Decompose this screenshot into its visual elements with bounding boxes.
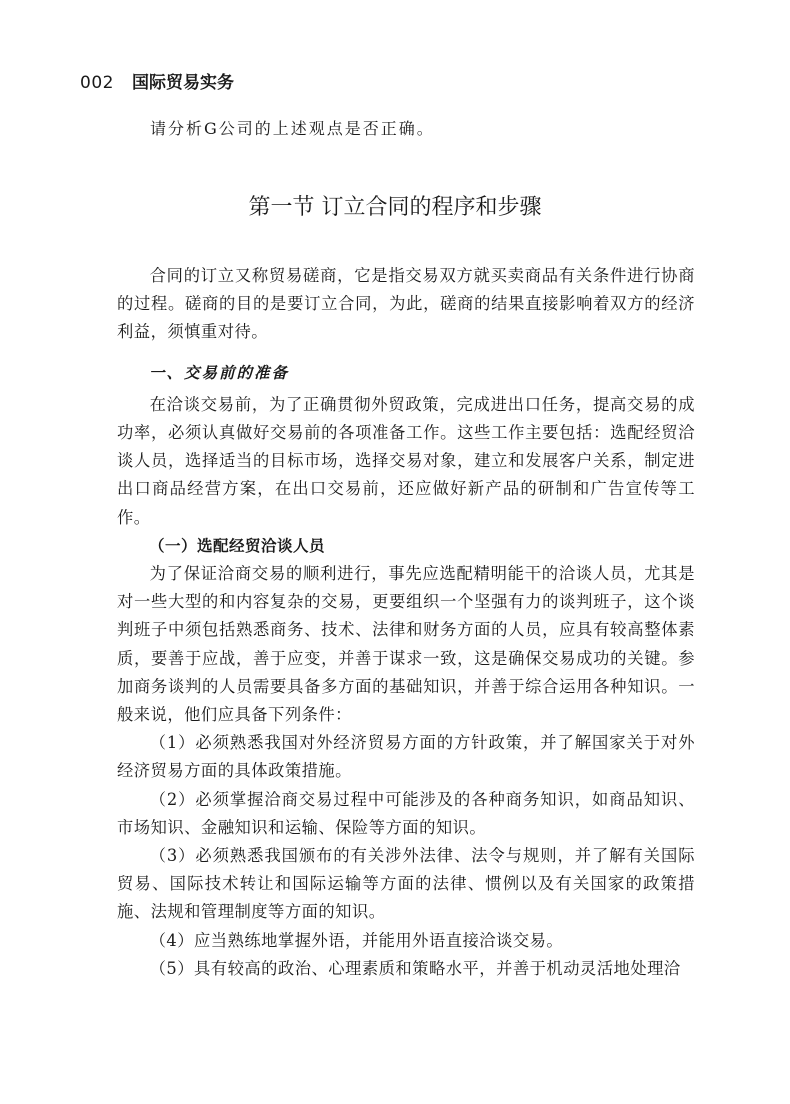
heading-preparation: 一、交易前的准备 [149,363,290,382]
condition-item: （2）必须掌握洽商交易过程中可能涉及的各种商务知识，如商品知识、市场知识、金融知识和运输、保险等方面的知识。 [117,789,695,837]
condition-item: （5）具有较高的政治、心理素质和策略水平，并善于机动灵活地处理洽 [149,958,681,978]
condition-item: （3）必须熟悉我国颁布的有关涉外法律、法令与规则，并了解有关国际贸易、国际技术转让和国际运输等方面的法律、惯例以及有关国家的政策措施、法规和管理制度等方面的知识。 [117,846,695,922]
condition-item: （4）应当熟练地掌握外语，并能用外语直接洽谈交易。 [149,930,564,950]
paragraph-negotiators: 为了保证洽商交易的顺利进行，事先应选配精明能干的洽谈人员，尤其是对一些大型的和内容复杂的交易，更要组织一个坚强有力的谈判班子，这个谈判班子中须包括熟悉商务、技术、法律和财务方面的人员，应具有较高整体素质，要善于应战，善于应变，并善于谋求一致，这是确保交易成功的关键。参加商务谈判的人员需要具备多方面的基础知识，并善于综合运用各种知识。一般来说，他们应具备下列条件： [117,564,695,725]
book-title: 国际贸易实务 [131,73,234,93]
paragraph-preparation: 在洽谈交易前，为了正确贯彻外贸政策，完成进出口任务，提高交易的成功率，必须认真做好交易前的各项准备工作。这些工作主要包括：选配经贸洽谈人员，选择适当的目标市场，选择交易对象，建立和发展客户关系，制定进出口商品经营方案，在出口交易前，还应做好新产品的研制和广告宣传等工作。 [117,394,695,527]
heading-negotiators: （一）选配经贸洽谈人员 [149,536,326,555]
paragraph-intro: 合同的订立又称贸易磋商，它是指交易双方就买卖商品有关条件进行协商的过程。磋商的目的是要订立合同，为此，磋商的结果直接影响着双方的经济利益，须慎重对待。 [117,266,695,342]
intro-question: 请分析G公司的上述观点是否正确。 [150,119,435,138]
section-title: 第一节 订立合同的程序和步骤 [248,195,542,220]
page-number: 002 [80,73,114,93]
condition-item: （1）必须熟悉我国对外经济贸易方面的方针政策，并了解国家关于对外经济贸易方面的具体政策措施。 [117,733,695,781]
page-header [80,68,234,93]
body-text [117,262,695,983]
